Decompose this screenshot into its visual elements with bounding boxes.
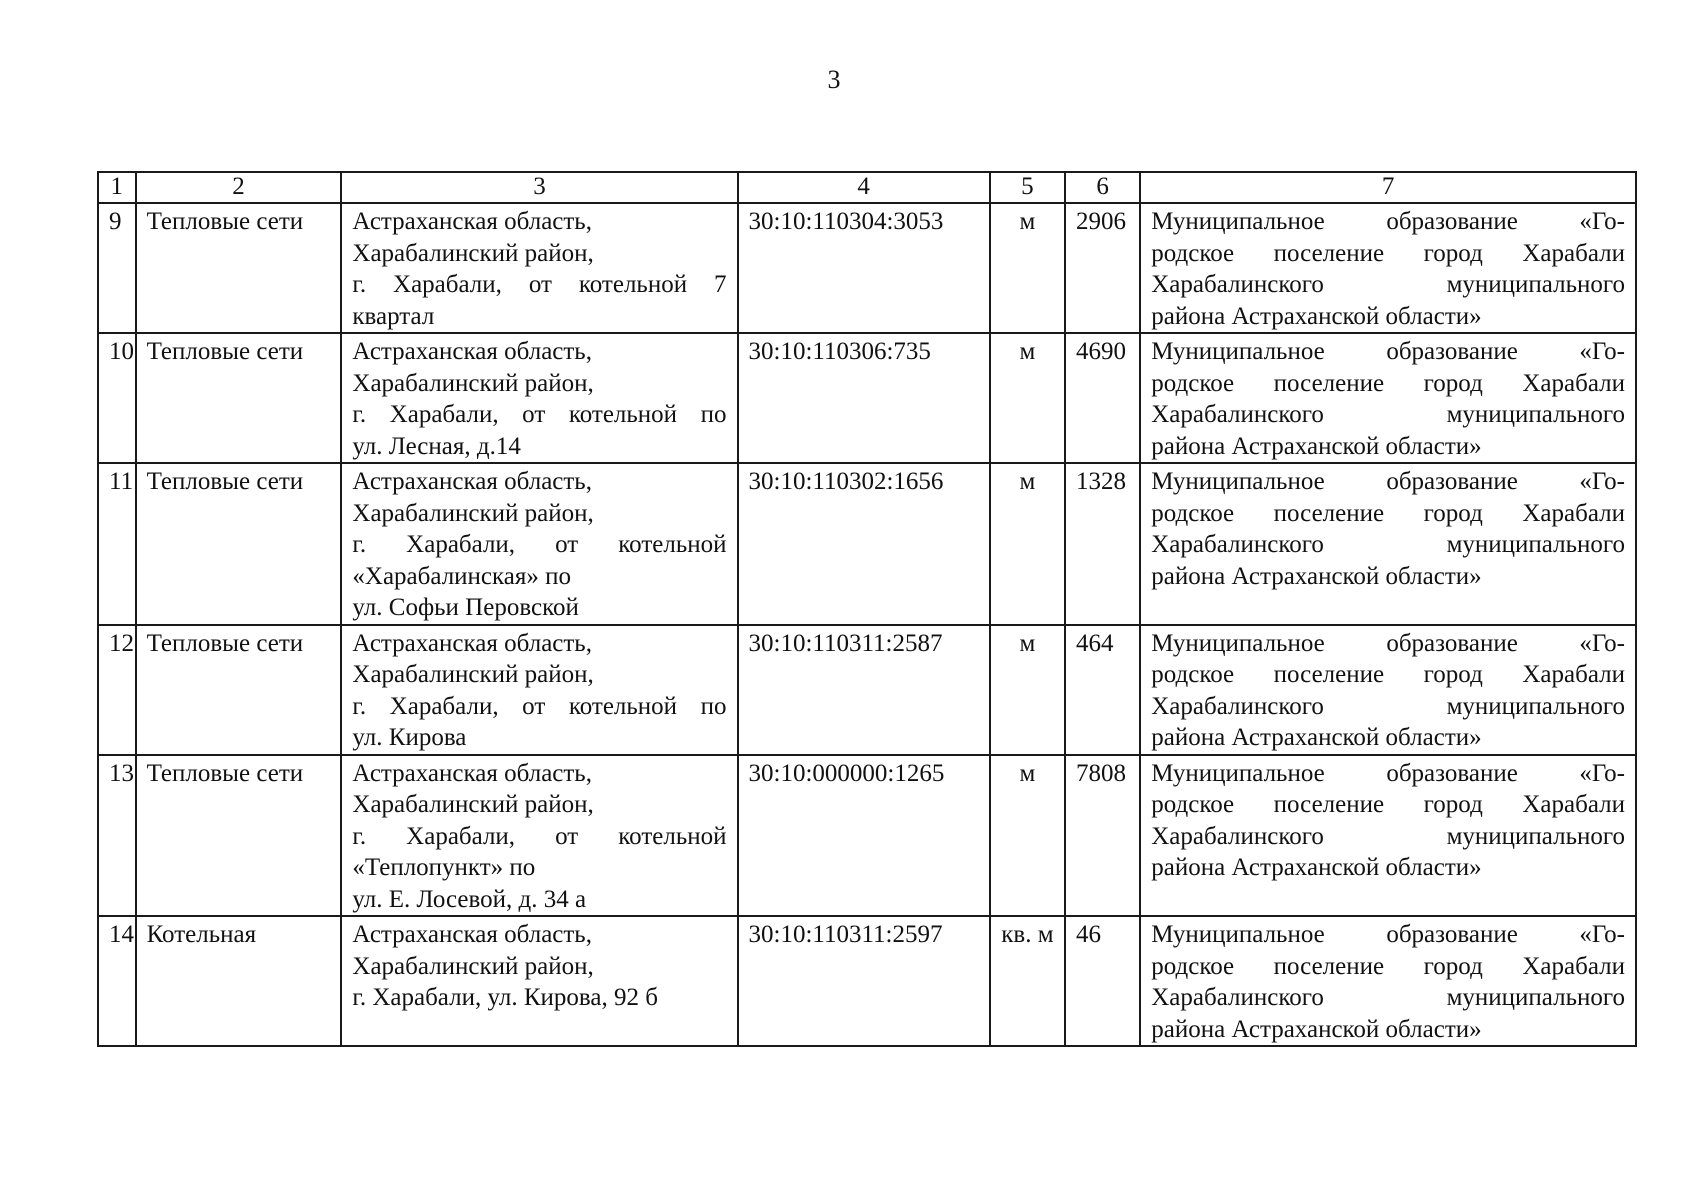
address-line: ул. Лесная, д.14 xyxy=(352,432,521,460)
address-line: Астраханская область, xyxy=(352,921,592,948)
address-line: г. Харабали, ул. Кирова, 92 б xyxy=(352,984,658,1011)
owner-line: района Астраханской области» xyxy=(1151,854,1482,881)
column-number-2: 2 xyxy=(136,172,342,203)
object-address xyxy=(341,625,737,755)
row-number: 14 xyxy=(98,916,136,1046)
measure-unit: кв. м xyxy=(990,916,1065,1046)
object-name: Тепловые сети xyxy=(136,333,342,463)
address-line: Харабалинский район, xyxy=(352,791,594,818)
object-size: 4690 xyxy=(1065,333,1140,463)
object-owner xyxy=(1140,916,1636,1046)
object-address xyxy=(341,333,737,463)
column-number-7: 7 xyxy=(1140,172,1636,203)
address-line: «Теплопункт» по xyxy=(352,854,536,881)
address-line: «Харабалинская» по xyxy=(352,562,572,590)
table-header xyxy=(98,172,1636,203)
cadastral-number: 30:10:110304:3053 xyxy=(738,203,990,333)
owner-line: района Астраханской области» xyxy=(1151,724,1482,751)
owner-line: Муниципальное образование «Го- xyxy=(1151,759,1625,787)
owner-line: Муниципальное образование «Го- xyxy=(1151,629,1625,657)
address-line: Харабалинский район, xyxy=(352,369,594,397)
address-line: г. Харабали, от котельной по xyxy=(352,692,727,720)
row-number: 13 xyxy=(98,755,136,917)
owner-line: района Астраханской области» xyxy=(1151,432,1482,460)
object-name: Тепловые сети xyxy=(136,755,342,917)
address-line: г. Харабали, от котельной по xyxy=(352,401,727,428)
address-line: Харабалинский район, xyxy=(352,239,594,267)
object-owner xyxy=(1140,625,1636,755)
object-address xyxy=(341,755,737,917)
property-register-table xyxy=(97,171,1637,1047)
object-size: 46 xyxy=(1065,916,1140,1046)
table-row xyxy=(98,203,1636,333)
owner-line: района Астраханской области» xyxy=(1151,302,1482,330)
address-line: Астраханская область, xyxy=(352,468,592,495)
object-owner xyxy=(1140,755,1636,917)
address-line: Харабалинский район, xyxy=(352,661,594,688)
object-size: 464 xyxy=(1065,625,1140,755)
owner-line: Муниципальное образование «Го- xyxy=(1151,468,1625,495)
object-name: Тепловые сети xyxy=(136,625,342,755)
owner-line: района Астраханской области» xyxy=(1151,562,1482,590)
address-line: Харабалинский район, xyxy=(352,499,594,527)
column-number-5: 5 xyxy=(990,172,1065,203)
table-row xyxy=(98,463,1636,625)
page-number: 3 xyxy=(827,65,841,94)
owner-line: родское поселение город Харабали xyxy=(1151,499,1625,527)
owner-line: родское поселение город Харабали xyxy=(1151,239,1625,267)
measure-unit: м xyxy=(990,463,1065,625)
address-line: Астраханская область, xyxy=(352,338,592,365)
address-line: Астраханская область, xyxy=(352,208,592,235)
cadastral-number: 30:10:110302:1656 xyxy=(738,463,990,625)
row-number: 11 xyxy=(98,463,136,625)
column-number-1: 1 xyxy=(98,172,136,203)
owner-line: Муниципальное образование «Го- xyxy=(1151,338,1625,365)
measure-unit: м xyxy=(990,625,1065,755)
address-line: Харабалинский район, xyxy=(352,952,594,980)
owner-line: Муниципальное образование «Го- xyxy=(1151,208,1625,235)
owner-line: Харабалинского муниципального xyxy=(1151,822,1625,850)
cadastral-number: 30:10:110311:2597 xyxy=(738,916,990,1046)
object-size: 2906 xyxy=(1065,203,1140,333)
object-size: 1328 xyxy=(1065,463,1140,625)
address-line: Астраханская область, xyxy=(352,629,592,657)
table-row xyxy=(98,625,1636,755)
object-owner xyxy=(1140,463,1636,625)
address-line: ул. Софьи Перовской xyxy=(352,594,579,621)
owner-line: родское поселение город Харабали xyxy=(1151,661,1625,688)
object-address xyxy=(341,203,737,333)
address-line: ул. Е. Лосевой, д. 34 а xyxy=(352,885,587,913)
owner-line: района Астраханской области» xyxy=(1151,1015,1482,1043)
column-number-6: 6 xyxy=(1065,172,1140,203)
row-number: 10 xyxy=(98,333,136,463)
cadastral-number: 30:10:110311:2587 xyxy=(738,625,990,755)
address-line: ул. Кирова xyxy=(352,724,467,751)
measure-unit: м xyxy=(990,755,1065,917)
row-number: 9 xyxy=(98,203,136,333)
address-line: г. Харабали, от котельной xyxy=(352,822,727,850)
address-line: г. Харабали, от котельной 7 xyxy=(352,271,727,298)
owner-line: Харабалинского муниципального xyxy=(1151,401,1625,428)
row-number: 12 xyxy=(98,625,136,755)
column-number-3: 3 xyxy=(341,172,737,203)
cadastral-number: 30:10:110306:735 xyxy=(738,333,990,463)
object-owner xyxy=(1140,203,1636,333)
object-address xyxy=(341,463,737,625)
owner-line: Харабалинского муниципального xyxy=(1151,271,1625,298)
measure-unit: м xyxy=(990,333,1065,463)
table-row xyxy=(98,755,1636,917)
owner-line: Харабалинского муниципального xyxy=(1151,692,1625,720)
table-body xyxy=(98,203,1636,1046)
object-size: 7808 xyxy=(1065,755,1140,917)
owner-line: Харабалинского муниципального xyxy=(1151,984,1625,1011)
measure-unit: м xyxy=(990,203,1065,333)
owner-line: родское поселение город Харабали xyxy=(1151,791,1625,818)
owner-line: Харабалинского муниципального xyxy=(1151,531,1625,558)
owner-line: родское поселение город Харабали xyxy=(1151,952,1625,980)
object-name: Тепловые сети xyxy=(136,203,342,333)
object-address xyxy=(341,916,737,1046)
cadastral-number: 30:10:000000:1265 xyxy=(738,755,990,917)
address-line: Астраханская область, xyxy=(352,759,592,787)
owner-line: родское поселение город Харабали xyxy=(1151,369,1625,397)
column-number-row xyxy=(98,172,1636,203)
table-row xyxy=(98,916,1636,1046)
object-name: Тепловые сети xyxy=(136,463,342,625)
address-line: квартал xyxy=(352,302,435,330)
column-number-4: 4 xyxy=(738,172,990,203)
address-line: г. Харабали, от котельной xyxy=(352,531,727,558)
object-name: Котельная xyxy=(136,916,342,1046)
owner-line: Муниципальное образование «Го- xyxy=(1151,921,1625,948)
object-owner xyxy=(1140,333,1636,463)
table-row xyxy=(98,333,1636,463)
